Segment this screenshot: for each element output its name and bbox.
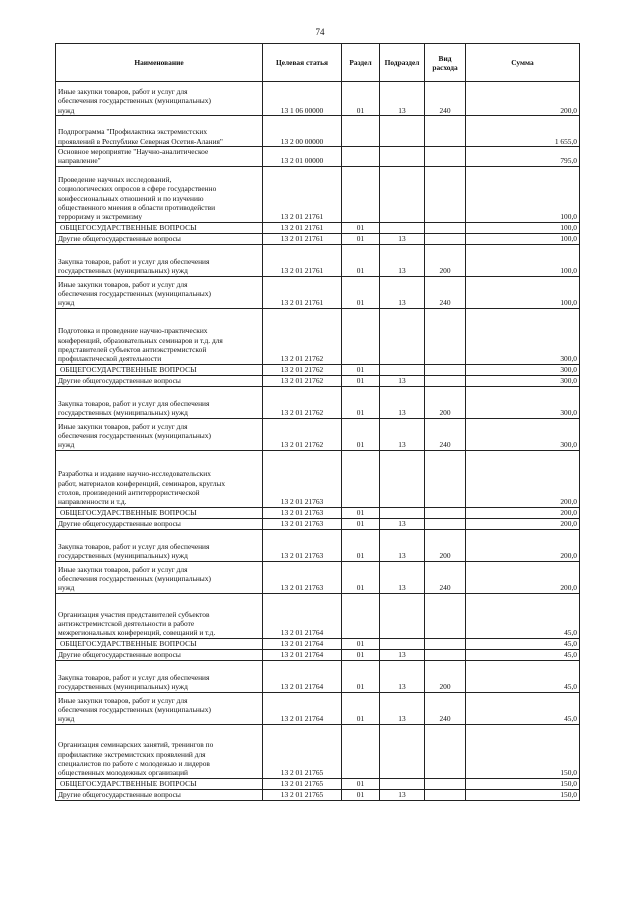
row-target-article: 13 2 01 21762 bbox=[263, 386, 342, 418]
row-target-article: 13 2 01 21764 bbox=[263, 660, 342, 692]
column-header-section: Раздел bbox=[342, 44, 380, 82]
row-name: Другие общегосударственные вопросы bbox=[56, 789, 263, 800]
table-row bbox=[56, 450, 580, 507]
row-sum: 300,0 bbox=[466, 364, 580, 375]
row-target-article: 13 2 01 21765 bbox=[263, 778, 342, 789]
table-row bbox=[56, 778, 580, 789]
row-subsection bbox=[380, 308, 425, 364]
row-expense-type: 240 bbox=[425, 561, 466, 593]
row-sum: 100,0 bbox=[466, 222, 580, 233]
table-row bbox=[56, 276, 580, 308]
table-row bbox=[56, 724, 580, 778]
row-name: Закупка товаров, работ и услуг для обеспечения государственных (муниципальных) нужд bbox=[56, 244, 263, 276]
row-section: 01 bbox=[342, 375, 380, 386]
row-section bbox=[342, 147, 380, 167]
row-subsection bbox=[380, 778, 425, 789]
row-section: 01 bbox=[342, 518, 380, 529]
row-name: ОБЩЕГОСУДАРСТВЕННЫЕ ВОПРОСЫ bbox=[56, 222, 263, 233]
row-subsection: 13 bbox=[380, 244, 425, 276]
table-row bbox=[56, 147, 580, 167]
row-sum: 45,0 bbox=[466, 692, 580, 724]
row-sum: 100,0 bbox=[466, 166, 580, 222]
row-name: Организация участия представителей субъектов антиэкстремистской деятельности в работе межрегиональных конференций, совещаний и т.д. bbox=[56, 593, 263, 638]
row-subsection bbox=[380, 507, 425, 518]
row-subsection: 13 bbox=[380, 518, 425, 529]
row-name: Другие общегосударственные вопросы bbox=[56, 518, 263, 529]
row-expense-type bbox=[425, 638, 466, 649]
table-row bbox=[56, 507, 580, 518]
row-section: 01 bbox=[342, 233, 380, 244]
table-header bbox=[56, 44, 580, 82]
row-subsection: 13 bbox=[380, 561, 425, 593]
row-subsection: 13 bbox=[380, 82, 425, 116]
budget-table bbox=[55, 43, 580, 801]
row-name: Закупка товаров, работ и услуг для обеспечения государственных (муниципальных) нужд bbox=[56, 529, 263, 561]
row-expense-type: 200 bbox=[425, 529, 466, 561]
row-section: 01 bbox=[342, 222, 380, 233]
column-header-target-article: Целевая статья bbox=[263, 44, 342, 82]
row-section: 01 bbox=[342, 386, 380, 418]
row-sum: 45,0 bbox=[466, 638, 580, 649]
row-name: Основное мероприятие "Научно-аналитическое направление" bbox=[56, 147, 263, 167]
row-sum: 100,0 bbox=[466, 276, 580, 308]
row-subsection: 13 bbox=[380, 789, 425, 800]
row-name: Разработка и издание научно-исследовательских работ, материалов конференций, семинаров, круглых столов, произведений антитеррористической направленности и т.д. bbox=[56, 450, 263, 507]
column-header-name: Наименование bbox=[56, 44, 263, 82]
row-target-article: 13 2 01 21762 bbox=[263, 418, 342, 450]
page-number: 74 bbox=[315, 27, 325, 37]
row-target-article: 13 2 01 21761 bbox=[263, 244, 342, 276]
table-row bbox=[56, 638, 580, 649]
row-expense-type bbox=[425, 507, 466, 518]
table-row bbox=[56, 593, 580, 638]
row-name: Иные закупки товаров, работ и услуг для обеспечения государственных (муниципальных) нужд bbox=[56, 276, 263, 308]
row-sum: 795,0 bbox=[466, 147, 580, 167]
table-row bbox=[56, 692, 580, 724]
table-row bbox=[56, 561, 580, 593]
row-name: ОБЩЕГОСУДАРСТВЕННЫЕ ВОПРОСЫ bbox=[56, 638, 263, 649]
row-section: 01 bbox=[342, 418, 380, 450]
row-target-article: 13 2 01 21761 bbox=[263, 166, 342, 222]
row-expense-type bbox=[425, 649, 466, 660]
column-header-expense-type: Вид расхода bbox=[425, 44, 466, 82]
row-sum: 45,0 bbox=[466, 660, 580, 692]
row-sum: 300,0 bbox=[466, 386, 580, 418]
row-section: 01 bbox=[342, 638, 380, 649]
row-subsection bbox=[380, 116, 425, 147]
table-row bbox=[56, 660, 580, 692]
row-target-article: 13 2 01 21763 bbox=[263, 529, 342, 561]
row-sum: 200,0 bbox=[466, 507, 580, 518]
row-subsection bbox=[380, 638, 425, 649]
row-section bbox=[342, 166, 380, 222]
row-target-article: 13 2 01 21763 bbox=[263, 450, 342, 507]
row-sum: 300,0 bbox=[466, 308, 580, 364]
column-header-subsection: Подраздел bbox=[380, 44, 425, 82]
row-name: Подпрограмма "Профилактика экстремистских проявлений в Республике Северная Осетия-Алания" bbox=[56, 116, 263, 147]
row-sum: 300,0 bbox=[466, 375, 580, 386]
row-expense-type bbox=[425, 789, 466, 800]
row-sum: 1 655,0 bbox=[466, 116, 580, 147]
row-expense-type bbox=[425, 166, 466, 222]
row-section bbox=[342, 116, 380, 147]
row-sum: 150,0 bbox=[466, 778, 580, 789]
row-expense-type: 200 bbox=[425, 660, 466, 692]
table-row bbox=[56, 233, 580, 244]
row-target-article: 13 2 01 21763 bbox=[263, 561, 342, 593]
row-section: 01 bbox=[342, 561, 380, 593]
table-row bbox=[56, 82, 580, 116]
row-target-article: 13 2 01 21764 bbox=[263, 593, 342, 638]
row-expense-type bbox=[425, 450, 466, 507]
table-row bbox=[56, 222, 580, 233]
row-target-article: 13 2 01 21765 bbox=[263, 724, 342, 778]
table-row bbox=[56, 789, 580, 800]
row-target-article: 13 2 01 21762 bbox=[263, 375, 342, 386]
row-target-article: 13 2 01 21764 bbox=[263, 638, 342, 649]
row-expense-type: 240 bbox=[425, 276, 466, 308]
row-section bbox=[342, 308, 380, 364]
row-subsection: 13 bbox=[380, 375, 425, 386]
row-sum: 200,0 bbox=[466, 82, 580, 116]
row-section: 01 bbox=[342, 244, 380, 276]
row-section: 01 bbox=[342, 507, 380, 518]
row-section: 01 bbox=[342, 789, 380, 800]
row-section: 01 bbox=[342, 649, 380, 660]
row-section: 01 bbox=[342, 692, 380, 724]
row-subsection: 13 bbox=[380, 276, 425, 308]
row-expense-type bbox=[425, 116, 466, 147]
row-expense-type: 200 bbox=[425, 386, 466, 418]
row-sum: 45,0 bbox=[466, 649, 580, 660]
row-subsection: 13 bbox=[380, 233, 425, 244]
row-target-article: 13 2 01 21762 bbox=[263, 364, 342, 375]
row-name: Иные закупки товаров, работ и услуг для обеспечения государственных (муниципальных) нужд bbox=[56, 418, 263, 450]
row-subsection: 13 bbox=[380, 649, 425, 660]
row-name: Другие общегосударственные вопросы bbox=[56, 649, 263, 660]
row-name: ОБЩЕГОСУДАРСТВЕННЫЕ ВОПРОСЫ bbox=[56, 364, 263, 375]
column-header-sum: Сумма bbox=[466, 44, 580, 82]
row-expense-type bbox=[425, 778, 466, 789]
row-expense-type: 240 bbox=[425, 692, 466, 724]
table-row bbox=[56, 116, 580, 147]
table-row bbox=[56, 244, 580, 276]
row-target-article: 13 2 01 21764 bbox=[263, 692, 342, 724]
row-expense-type: 240 bbox=[425, 418, 466, 450]
row-subsection: 13 bbox=[380, 692, 425, 724]
row-name: Другие общегосударственные вопросы bbox=[56, 375, 263, 386]
table-row bbox=[56, 518, 580, 529]
row-name: Закупка товаров, работ и услуг для обеспечения государственных (муниципальных) нужд bbox=[56, 386, 263, 418]
row-subsection: 13 bbox=[380, 418, 425, 450]
row-target-article: 13 2 01 21761 bbox=[263, 276, 342, 308]
row-subsection: 13 bbox=[380, 386, 425, 418]
row-name: Проведение научных исследований, социологических опросов в сфере государственно конфессиональных отношений и по изучению общественного мнения в области противодействи терроризму и экстремизму bbox=[56, 166, 263, 222]
row-expense-type: 240 bbox=[425, 82, 466, 116]
table-row bbox=[56, 166, 580, 222]
row-name: ОБЩЕГОСУДАРСТВЕННЫЕ ВОПРОСЫ bbox=[56, 507, 263, 518]
row-target-article: 13 2 01 21764 bbox=[263, 649, 342, 660]
row-name: Организация семинарских занятий, тренингов по профилактике экстремистских проявлений для специалистов по работе с молодежью и лидеров общественных молодежных организаций bbox=[56, 724, 263, 778]
table-row bbox=[56, 386, 580, 418]
row-sum: 200,0 bbox=[466, 529, 580, 561]
row-name: Закупка товаров, работ и услуг для обеспечения государственных (муниципальных) нужд bbox=[56, 660, 263, 692]
row-subsection: 13 bbox=[380, 529, 425, 561]
row-target-article: 13 2 01 21761 bbox=[263, 233, 342, 244]
table-row bbox=[56, 529, 580, 561]
row-expense-type: 200 bbox=[425, 244, 466, 276]
row-target-article: 13 2 01 21763 bbox=[263, 507, 342, 518]
row-section bbox=[342, 593, 380, 638]
row-sum: 300,0 bbox=[466, 418, 580, 450]
row-name: Другие общегосударственные вопросы bbox=[56, 233, 263, 244]
row-subsection bbox=[380, 166, 425, 222]
row-target-article: 13 2 01 21761 bbox=[263, 222, 342, 233]
row-section: 01 bbox=[342, 660, 380, 692]
row-expense-type bbox=[425, 233, 466, 244]
row-expense-type bbox=[425, 593, 466, 638]
row-sum: 45,0 bbox=[466, 593, 580, 638]
row-expense-type bbox=[425, 222, 466, 233]
row-target-article: 13 2 01 21763 bbox=[263, 518, 342, 529]
row-expense-type bbox=[425, 724, 466, 778]
row-section: 01 bbox=[342, 276, 380, 308]
row-sum: 100,0 bbox=[466, 244, 580, 276]
table-row bbox=[56, 649, 580, 660]
row-expense-type bbox=[425, 364, 466, 375]
table-row bbox=[56, 375, 580, 386]
row-sum: 200,0 bbox=[466, 518, 580, 529]
row-subsection: 13 bbox=[380, 660, 425, 692]
row-subsection bbox=[380, 147, 425, 167]
row-name: ОБЩЕГОСУДАРСТВЕННЫЕ ВОПРОСЫ bbox=[56, 778, 263, 789]
row-target-article: 13 1 06 00000 bbox=[263, 82, 342, 116]
row-sum: 200,0 bbox=[466, 561, 580, 593]
row-name: Иные закупки товаров, работ и услуг для обеспечения государственных (муниципальных) нужд bbox=[56, 82, 263, 116]
row-subsection bbox=[380, 364, 425, 375]
row-section: 01 bbox=[342, 529, 380, 561]
row-sum: 100,0 bbox=[466, 233, 580, 244]
row-subsection bbox=[380, 222, 425, 233]
row-sum: 150,0 bbox=[466, 724, 580, 778]
row-expense-type bbox=[425, 308, 466, 364]
row-expense-type bbox=[425, 375, 466, 386]
row-subsection bbox=[380, 450, 425, 507]
row-sum: 150,0 bbox=[466, 789, 580, 800]
row-section bbox=[342, 450, 380, 507]
row-expense-type bbox=[425, 518, 466, 529]
row-sum: 200,0 bbox=[466, 450, 580, 507]
table-body bbox=[56, 82, 580, 801]
row-section: 01 bbox=[342, 778, 380, 789]
row-subsection bbox=[380, 724, 425, 778]
table-row bbox=[56, 308, 580, 364]
row-section bbox=[342, 724, 380, 778]
row-name: Подготовка и проведение научно-практических конференций, образовательных семинаров и т.д. для представителей субъектов антиэкстремистской профилактической деятельности bbox=[56, 308, 263, 364]
table-row bbox=[56, 418, 580, 450]
row-section: 01 bbox=[342, 82, 380, 116]
row-target-article: 13 2 00 00000 bbox=[263, 116, 342, 147]
row-section: 01 bbox=[342, 364, 380, 375]
row-target-article: 13 2 01 21762 bbox=[263, 308, 342, 364]
row-subsection bbox=[380, 593, 425, 638]
row-name: Иные закупки товаров, работ и услуг для обеспечения государственных (муниципальных) нужд bbox=[56, 692, 263, 724]
row-expense-type bbox=[425, 147, 466, 167]
row-target-article: 13 2 01 21765 bbox=[263, 789, 342, 800]
table-row bbox=[56, 364, 580, 375]
row-target-article: 13 2 01 00000 bbox=[263, 147, 342, 167]
row-name: Иные закупки товаров, работ и услуг для обеспечения государственных (муниципальных) нужд bbox=[56, 561, 263, 593]
